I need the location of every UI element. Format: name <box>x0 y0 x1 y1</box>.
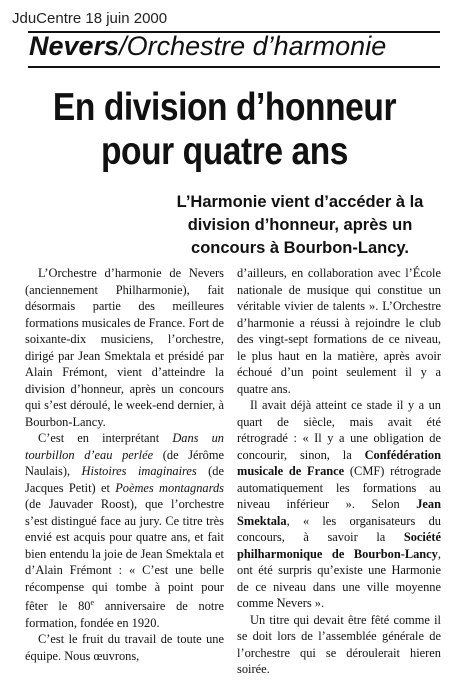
paragraph: L’Orchestre d’harmonie de Nevers (anciennement Philharmonie), fait désormais partie des meilleures formations musicales de France. Fort de soixante-dix musiciens, l’orchestre, dirigé par Jean Smektala et présidé par Alain Frémont, vient d’atteindre la division d’honneur, après un concours qui s’est déroulé, le week-end dernier, à Bourbon-Lancy. <box>25 266 224 429</box>
rubric <box>29 30 439 62</box>
headline <box>31 86 417 174</box>
headline-line-2: pour quatre ans <box>100 130 349 173</box>
superscript: e <box>90 598 95 607</box>
standfirst-line-1: L’Harmonie vient d’accéder à la <box>176 193 424 211</box>
article-column-1 <box>25 265 224 664</box>
paragraph <box>25 430 224 631</box>
text-run: anniversaire de notre formation, fondée en 1920. <box>25 599 224 630</box>
text-run: , « les organisateurs du concours, à savoir la <box>237 513 441 544</box>
work-title: Poèmes montagnards <box>115 480 224 495</box>
bottom-rule <box>28 66 440 68</box>
paragraph: d’ailleurs, en collaboration avec l’École nationale de musique qui constitue un véritable vivier de talents ». L’Orchestre d’harmonie a réussi à rejoindre le club des vingt-sept formations de ce niveau, le plus haut en la matière, après avoir échoué d’un point seulement il y a quatre ans. <box>237 266 441 396</box>
rubric-separator: / <box>119 31 127 61</box>
paragraph: C’est le fruit du travail de toute une équipe. Nous œuvrons, <box>25 632 224 663</box>
standfirst-line-3: concours à Bourbon-Lancy. <box>191 239 409 257</box>
source-line: JduCentre 18 juin 2000 <box>12 10 168 27</box>
bold-run: Société philharmonique de Bourbon-Lancy <box>237 530 441 561</box>
text-run: Il avait déjà atteint ce stade il y a un quart de siècle, mais avait été rétrogradé : « Il y a une obligation de concourir, sinon, la <box>237 398 441 462</box>
text-run: C’est en interprétant <box>38 431 173 445</box>
text-run: (de Jauvader Roost), que l’orchestre s’est distingué face au jury. Ce titre très envié est acquis pour quatre ans, et fait bien entendu la joie de Jean Smektala et d’Alain Frémont : « C’est une belle récompense qui tombe à point pour fêter le 80 <box>25 497 224 614</box>
work-title: Histoires imaginaires <box>81 464 197 478</box>
paragraph <box>237 397 441 612</box>
standfirst <box>155 191 445 260</box>
bold-run: Jean Smektala <box>237 497 441 528</box>
headline-line-1: En division d’honneur <box>52 86 397 129</box>
paragraph: Un titre qui devait être fêté comme il se doit lors de l’assemblée générale de l’orchestre qui se déroulerait hieren soirée. <box>237 612 441 676</box>
standfirst-line-2: division d’honneur, après un <box>187 216 413 234</box>
text-run: , ont été surpris qu’existe une Harmonie de ce niveau dans une ville moyenne comme Nevers ». <box>237 546 441 610</box>
text-run: (de Jacques Petit) et <box>25 464 224 495</box>
rubric-section: Orchestre d’harmonie <box>126 31 387 61</box>
article-column-2 <box>237 265 441 678</box>
text-run: (de Jérôme Naulais), <box>25 447 225 478</box>
work-title: Dans un tourbillon d’eau perlée <box>25 431 225 462</box>
rubric-city: Nevers <box>29 31 120 61</box>
text-run: (CMF) rétrograde automatiquement les formations au niveau inférieur ». Selon <box>237 464 442 511</box>
bold-run: Confédération musicale de France <box>237 447 441 478</box>
